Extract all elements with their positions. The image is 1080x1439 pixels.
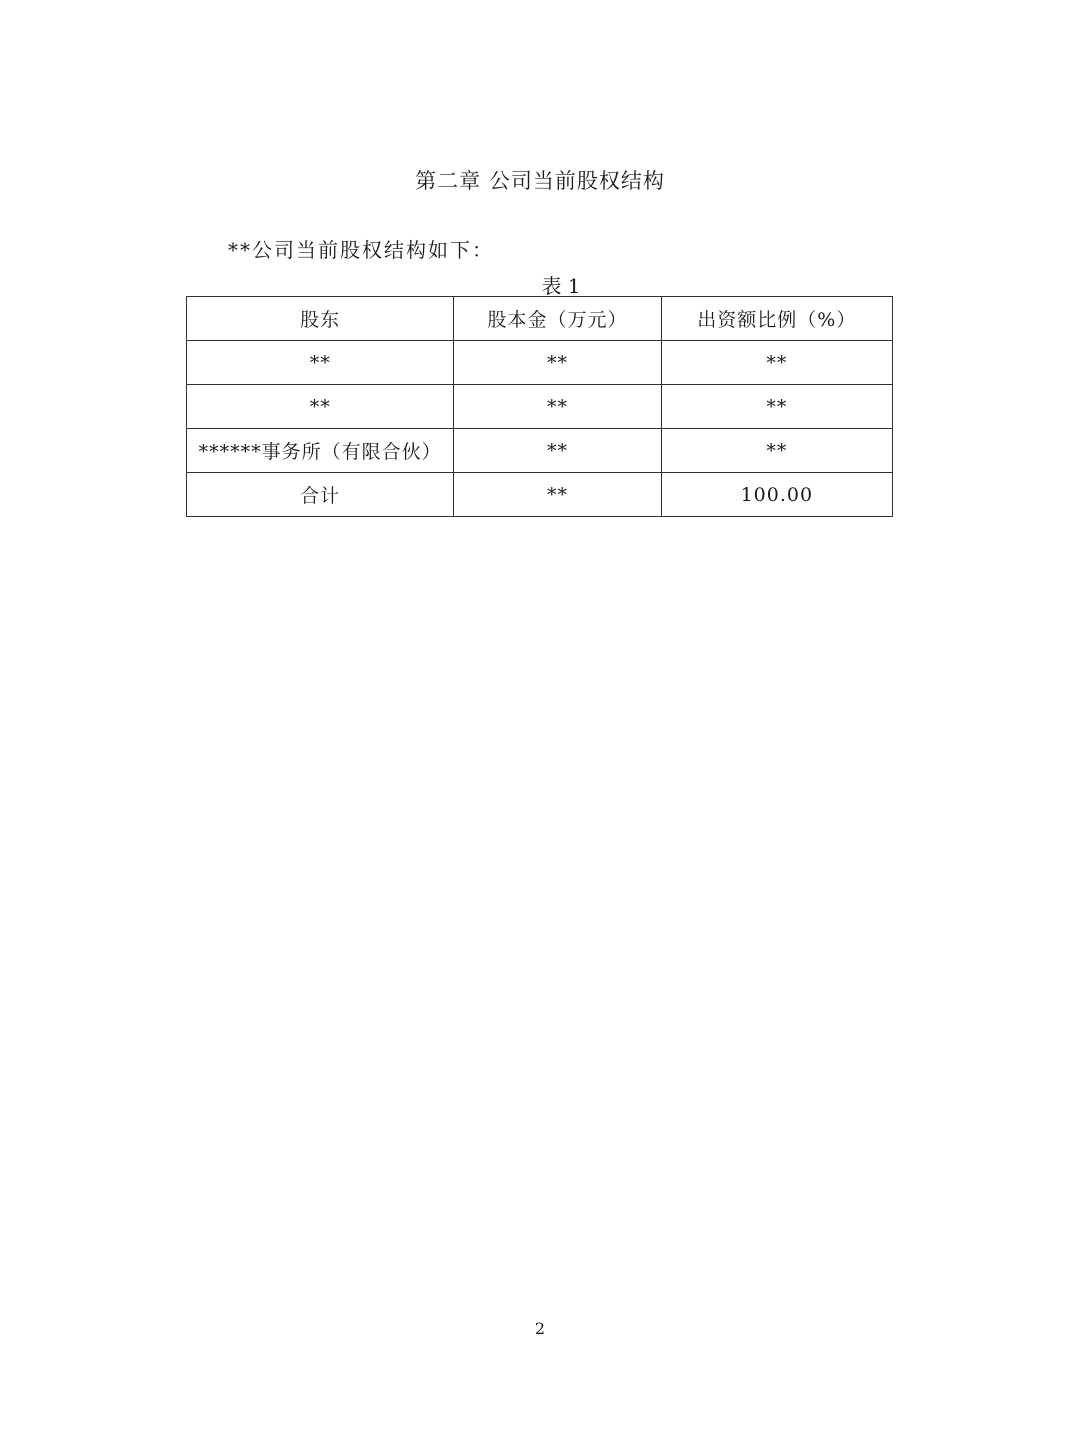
cell-total-capital: ** — [454, 473, 661, 517]
table-row — [187, 385, 893, 429]
header-ratio: 出资额比例（%） — [661, 297, 892, 341]
cell-total-label: 合计 — [187, 473, 454, 517]
header-shareholder: 股东 — [187, 297, 454, 341]
intro-paragraph: **公司当前股权结构如下： — [228, 238, 494, 262]
cell-ratio: ** — [661, 385, 892, 429]
cell-capital: ** — [454, 341, 661, 385]
cell-total-ratio: 100.00 — [661, 473, 892, 517]
page-number: 2 — [534, 1319, 546, 1338]
table-caption: 表 1 — [541, 274, 581, 298]
chapter-title: 第二章 公司当前股权结构 — [415, 169, 665, 193]
equity-structure-table — [186, 296, 893, 517]
cell-capital: ** — [454, 429, 661, 473]
cell-shareholder: ** — [187, 341, 454, 385]
cell-ratio: ** — [661, 429, 892, 473]
cell-ratio: ** — [661, 341, 892, 385]
table-header-row — [187, 297, 893, 341]
table-row — [187, 429, 893, 473]
header-capital: 股本金（万元） — [454, 297, 661, 341]
cell-shareholder: ******事务所（有限合伙） — [187, 429, 454, 473]
table-row — [187, 341, 893, 385]
cell-shareholder: ** — [187, 385, 454, 429]
table-total-row — [187, 473, 893, 517]
cell-capital: ** — [454, 385, 661, 429]
